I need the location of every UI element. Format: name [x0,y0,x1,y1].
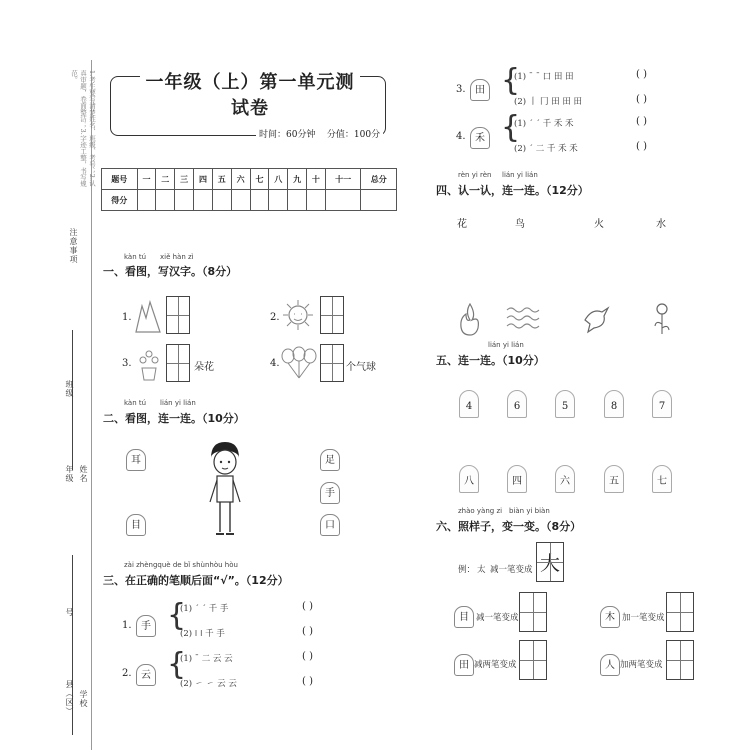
score-cell: 一 [137,169,156,190]
s3-q4-number: 4. [456,131,466,142]
score-input-cell[interactable] [325,190,361,211]
s4-word-fire[interactable]: 火 [594,219,604,230]
s1-q1-number: 1. [122,312,132,323]
s5-chinese-card[interactable]: 六 [555,465,575,493]
school-label: 学校 [79,690,88,708]
s5-pinyin: lián yi lián [488,341,524,349]
score-table-score-row [102,190,397,211]
s3-q3-number: 3. [456,84,466,95]
score-table [101,168,397,211]
s6-item-3-answer-grid[interactable] [519,640,547,680]
score-input-cell[interactable] [307,190,326,211]
s1-pinyin-a: kàn tú [124,253,147,261]
s4-pinyin-a: rèn yi rèn [458,171,492,179]
s3-q1-char: 手 [136,615,156,637]
s5-chinese-card[interactable]: 四 [507,465,527,493]
s3-q2-option-1: (1) ˉ 二 云 云 [180,654,233,664]
s5-number-card[interactable]: 7 [652,390,672,418]
s6-item-1-text: 减一笔变成 [476,613,519,623]
s6-pinyin-a: zhào yàng zi [458,507,503,515]
s5-number-card[interactable]: 5 [555,390,575,418]
s6-item-3-text: 减两笔变成 [474,660,517,670]
score-input-cell[interactable] [175,190,194,211]
score-input-cell[interactable] [269,190,288,211]
section-1-title: 一、看图，写汉字。（8分） [103,265,238,278]
balloons-icon [280,346,318,380]
score-cell: 十 [307,169,326,190]
score-cell: 三 [175,169,194,190]
s1-q4-writing-grid[interactable] [320,344,344,382]
s3-q2-option-2: (2) ㇀ ㇀ 云 云 [180,679,237,689]
brace-symbol: { [167,647,187,682]
score-cell: 七 [250,169,269,190]
s3-q3-char: 田 [470,79,490,101]
score-input-cell[interactable] [231,190,250,211]
brace-symbol: { [501,63,521,98]
brace-symbol: { [167,598,187,633]
s1-q4-number: 4. [270,358,280,369]
s5-chinese-card[interactable]: 七 [652,465,672,493]
s6-example-answer: 大 [536,542,564,582]
s3-q3-option-2: (2) 丨 冂 田 田 田 [514,97,583,107]
score-input-cell[interactable] [288,190,307,211]
s3-q1-option-2: (2) ǀ ǀ 千 手 [180,629,225,639]
s2-right-hand-tag[interactable]: 手 [320,482,340,504]
page-title: 一年级（上）第一单元测试卷 [140,68,360,120]
s3-q4-char: 禾 [470,127,490,149]
s5-chinese-card[interactable]: 五 [604,465,624,493]
s2-left-eye-tag[interactable]: 目 [126,514,146,536]
flower-pot-icon [138,346,160,382]
score-cell: 六 [231,169,250,190]
s6-item-4-answer-grid[interactable] [666,640,694,680]
s3-q1-number: 1. [122,620,132,631]
s6-item-2-text: 加一笔变成 [622,613,665,623]
score-cell: 八 [269,169,288,190]
s3-q2-answer-1[interactable]: ( ) [302,651,313,662]
s6-item-4-char: 人 [600,654,620,676]
score-input-cell[interactable] [250,190,269,211]
s3-q3-answer-1[interactable]: ( ) [636,69,647,80]
exam-time: 时间：60分钟 [259,130,316,140]
s2-pinyin-b: lián yi lián [160,399,196,407]
s3-q2-number: 2. [122,668,132,679]
s1-q3-number: 3. [122,358,132,369]
s4-word-water[interactable]: 水 [656,219,666,230]
s6-item-4-text: 加两笔变成 [620,660,663,670]
boy-figure-icon [205,440,245,540]
score-cell: 四 [194,169,213,190]
mountain-icon [134,298,162,334]
brace-symbol: { [501,110,521,145]
section-5-title: 五、连一连。（10分） [436,354,545,367]
s6-pinyin-b: biàn yi biàn [509,507,550,515]
s6-item-2-char: 木 [600,606,620,628]
sun-icon [282,298,314,332]
section-2-title: 二、看图，连一连。（10分） [103,412,245,425]
s3-q4-option-2: (2) ˊ 二 千 禾 禾 [514,144,578,154]
notice-label: 注意事项 [69,228,78,264]
s6-item-2-answer-grid[interactable] [666,592,694,632]
exam-notes: 1.考生要写清楚姓名、班级、考号；2.认真审题，卷面整洁；3.字迹工整，书写规范。 [70,70,96,187]
time-score-info [256,127,383,140]
s3-q1-answer-1[interactable]: ( ) [302,601,313,612]
score-cell: 五 [212,169,231,190]
s4-word-flower[interactable]: 花 [457,219,467,230]
score-row-label: 得分 [102,190,138,211]
class-line [72,330,73,470]
flower-icon[interactable] [652,302,672,336]
s3-q3-answer-2[interactable]: ( ) [636,94,647,105]
fire-icon[interactable] [456,302,484,336]
s3-q1-option-1: (1) ˊ ˊ 千 手 [180,604,229,614]
s1-q3-writing-grid[interactable] [166,344,190,382]
s1-q3-suffix: 朵花 [194,362,214,373]
s1-q1-writing-grid[interactable] [166,296,190,334]
s3-q4-answer-2[interactable]: ( ) [636,141,647,152]
water-icon[interactable] [506,304,540,332]
score-table-header-row [102,169,397,190]
s2-pinyin-a: kàn tú [124,399,147,407]
s6-example-source: 太 [477,565,486,575]
s3-q4-answer-1[interactable]: ( ) [636,116,647,127]
class-label: 班级 [65,380,74,398]
grade-label: 年级 [65,465,74,483]
exam-score: 分值：100分 [326,130,381,140]
score-cell: 题号 [102,169,138,190]
s3-q2-answer-2[interactable]: ( ) [302,676,313,687]
s3-pinyin: zài zhèngquè de bǐ shùnhòu hòu [124,561,238,569]
s3-q4-option-1: (1) ˊ ˊ 千 禾 禾 [514,119,574,129]
score-cell: 总分 [361,169,397,190]
s6-item-1-answer-grid[interactable] [519,592,547,632]
s4-pinyin-b: lián yi lián [502,171,538,179]
section-4-title: 四、认一认，连一连。（12分） [436,184,589,197]
score-cell: 十一 [325,169,361,190]
score-input-cell[interactable] [137,190,156,211]
s4-word-bird[interactable]: 鸟 [515,219,525,230]
s1-q2-number: 2. [270,312,280,323]
s3-q3-option-1: (1) ˉ ˉ 口 田 田 [514,72,574,82]
s6-example-text: 减一笔变成 [490,565,533,575]
score-input-cell[interactable] [212,190,231,211]
s2-right-foot-tag[interactable]: 足 [320,449,340,471]
s5-number-card[interactable]: 8 [604,390,624,418]
s6-item-1-char: 目 [454,606,474,628]
score-cell: 九 [288,169,307,190]
s6-item-3-char: 田 [454,654,474,676]
score-input-cell[interactable] [361,190,397,211]
s2-left-ear-tag[interactable]: 耳 [126,449,146,471]
score-input-cell[interactable] [156,190,175,211]
section-3-title: 三、在正确的笔顺后面“√”。（12分） [103,574,289,587]
s3-q2-char: 云 [136,664,156,686]
s5-chinese-card[interactable]: 八 [459,465,479,493]
district-label: 县（区） [65,680,74,716]
s6-example-prefix: 例： [458,565,476,575]
section-6-title: 六、照样子，变一变。（8分） [436,520,582,533]
name-label: 姓名 [79,465,88,483]
score-input-cell[interactable] [194,190,213,211]
id-label: 号 [65,608,74,617]
s1-q2-writing-grid[interactable] [320,296,344,334]
s1-q4-suffix: 个气球 [346,362,376,373]
s5-number-card[interactable]: 4 [459,390,479,418]
s5-number-card[interactable]: 6 [507,390,527,418]
s3-q1-answer-2[interactable]: ( ) [302,626,313,637]
score-cell: 二 [156,169,175,190]
bird-icon[interactable] [582,304,610,334]
s1-pinyin-b: xiě hàn zì [160,253,194,261]
s2-right-mouth-tag[interactable]: 口 [320,514,340,536]
